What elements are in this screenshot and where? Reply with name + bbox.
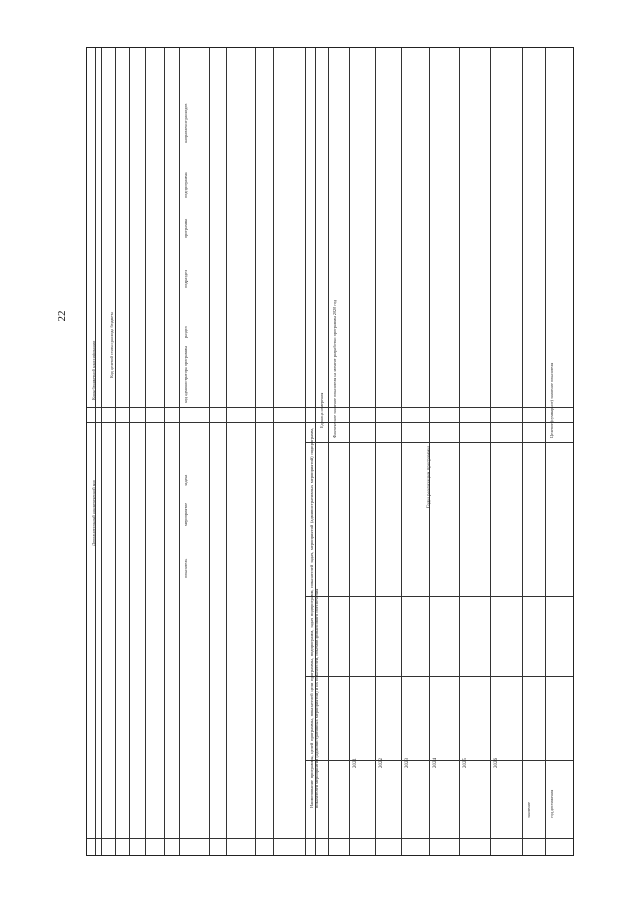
year-2026: 2026 — [494, 758, 499, 768]
header-unit: Единица измерения — [319, 392, 324, 428]
year-2021: 2021 — [353, 758, 358, 768]
program-table — [86, 47, 574, 856]
header-subprogram: подпрограмма — [183, 172, 188, 198]
header-subsection: подраздел — [183, 270, 188, 288]
header-direction: направление расходов — [183, 103, 188, 143]
header-extra-codes: Дополнительный аналитический код — [91, 480, 96, 546]
header-program: программа — [183, 218, 188, 238]
header-task: задача — [183, 474, 188, 486]
year-2025: 2025 — [463, 758, 468, 768]
header-program-name: Наименование программы, целей программы, показателей цели программы, подпрограмм, задач подпрограмм, показателей задач, мероприятий (административных мероприятий) подпрограмм, показателей мероприятий (административных мероприятий) и их показателей, объемов финансового обеспечения — [309, 428, 320, 808]
header-expense-kind: Код целевой статьи расхода бюджета — [109, 312, 114, 378]
header-admin-code: код администратора программы — [183, 346, 188, 403]
page-number: 22 — [56, 310, 68, 322]
header-target: Целевое (суммарное) значение показателя — [549, 362, 554, 438]
header-budget-codes: Коды бюджетной классификации — [91, 340, 96, 400]
year-2024: 2024 — [433, 758, 438, 768]
header-value: значение — [526, 802, 531, 818]
header-year-achievement: год достижения — [549, 789, 554, 818]
header-section: раздел — [183, 326, 188, 338]
year-2023: 2023 — [405, 758, 410, 768]
header-indicator: показатель — [183, 558, 188, 578]
header-event: мероприятие — [183, 502, 188, 526]
year-2022: 2022 — [379, 758, 384, 768]
header-years: Годы реализации программы — [427, 446, 432, 508]
header-actual: Фактическое значение показателя на момент разработки программы 2020 год — [332, 300, 337, 438]
